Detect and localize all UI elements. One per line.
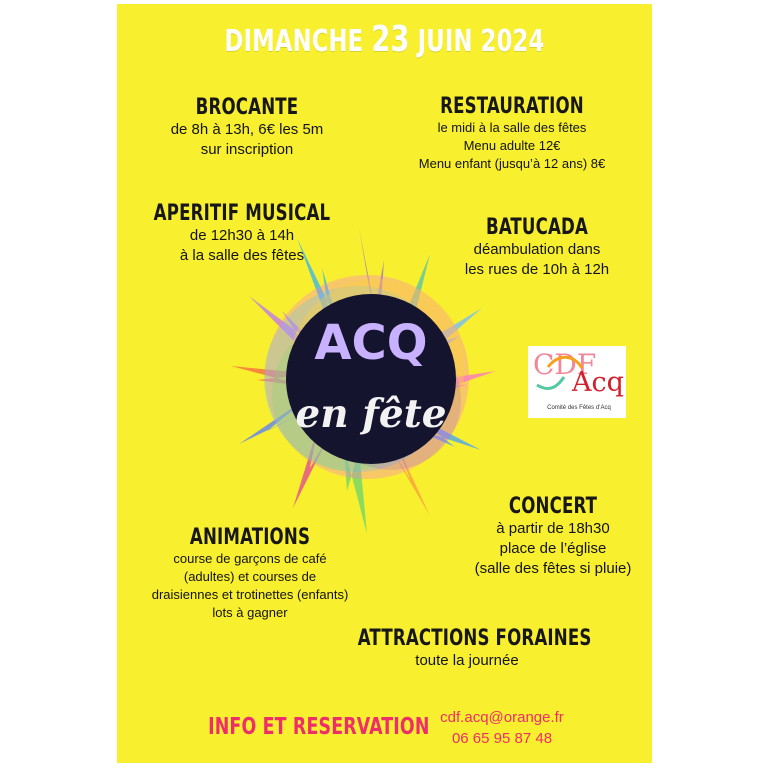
info-reservation-label: INFO ET RESERVATION: [208, 714, 430, 740]
animations-title: ANIMATIONS: [189, 525, 311, 550]
animations-section: [135, 526, 365, 622]
cdf-letters: CDF: [533, 348, 597, 381]
batucada-line-1: déambulation dans: [473, 241, 601, 258]
acq-en-fete-logo: [231, 220, 501, 534]
batucada-title: BATUCADA: [485, 215, 589, 240]
contact-details: [432, 707, 572, 749]
concert-line-3: (salle des fêtes si pluie): [474, 560, 632, 577]
phone-number[interactable]: 06 65 95 87 48: [451, 730, 553, 747]
concert-title: CONCERT: [508, 494, 598, 519]
brocante-line-1: de 8h à 13h, 6€ les 5m: [170, 121, 324, 138]
email-link[interactable]: cdf.acq@orange.fr: [440, 709, 564, 726]
attractions-section: [337, 627, 597, 671]
brocante-section: [132, 96, 362, 160]
animations-line-2: (adultes) et courses de: [183, 569, 317, 584]
animations-line-3: draisiennes et trotinettes (enfants): [151, 587, 349, 602]
date-day: 23: [371, 19, 410, 60]
animations-line-1: course de garçons de café: [173, 551, 327, 566]
restauration-section: [397, 95, 627, 173]
aperitif-line-2: à la salle des fêtes: [179, 247, 305, 264]
animations-line-4: lots à gagner: [212, 605, 288, 620]
restauration-line-3: Menu enfant (jusqu’à 12 ans) 8€: [418, 156, 606, 171]
brocante-line-2: sur inscription: [200, 141, 294, 158]
concert-line-1: à partir de 18h30: [496, 520, 610, 537]
brocante-title: BROCANTE: [195, 95, 299, 120]
attractions-line-1: toute la journée: [415, 652, 519, 669]
concert-section: [443, 495, 652, 579]
cdf-caption: Comité des Fêtes d’Acq: [547, 405, 611, 411]
restauration-title: RESTAURATION: [440, 94, 584, 119]
restauration-line-2: Menu adulte 12€: [463, 138, 561, 153]
comite-des-fetes-logo: [528, 346, 626, 418]
batucada-line-2: les rues de 10h à 12h: [464, 261, 610, 278]
aperitif-title: APERITIF MUSICAL: [153, 201, 331, 226]
date-month-year: JUIN 2024: [417, 24, 545, 59]
event-date: [160, 19, 609, 60]
event-poster: [117, 4, 652, 763]
attractions-title: ATTRACTIONS FORAINES: [357, 626, 592, 651]
date-weekday: DIMANCHE: [224, 24, 364, 59]
en-fete-title: en fête: [295, 391, 447, 437]
acq-letters: Acq: [572, 367, 624, 398]
concert-line-2: place de l’église: [499, 540, 607, 557]
restauration-line-1: le midi à la salle des fêtes: [437, 120, 587, 135]
aperitif-line-1: de 12h30 à 14h: [189, 227, 295, 244]
acq-title: ACQ: [314, 315, 428, 371]
